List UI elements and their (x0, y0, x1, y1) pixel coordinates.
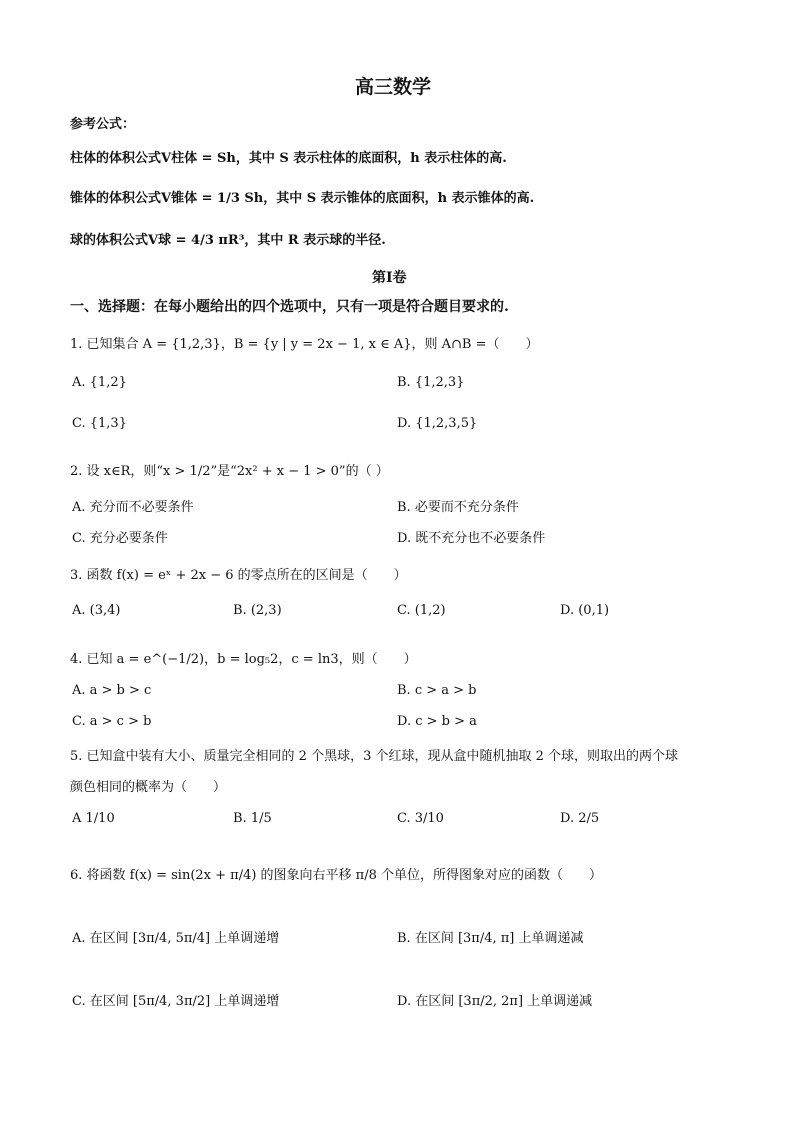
question-6-option-a[interactable]: A. 在区间 [3π/4, 5π/4] 上单调递增 (72, 931, 280, 946)
question-4-stem: 4. 已知 a = e^(−1/2)，b = log₅2，c = ln3，则（ ） (70, 652, 417, 667)
volume-heading: 第Ⅰ卷 (372, 270, 407, 286)
question-1-option-d[interactable]: D. {1,2,3,5} (397, 416, 478, 431)
formula-cone: 锥体的体积公式V锥体 = 1/3 Sh，其中 S 表示锥体的底面积，h 表示锥体的高. (70, 191, 535, 206)
section-heading: 一、选择题：在每小题给出的四个选项中，只有一项是符合题目要求的. (70, 299, 509, 315)
question-2-option-b[interactable]: B. 必要而不充分条件 (397, 500, 519, 515)
question-6-option-d[interactable]: D. 在区间 [3π/2, 2π] 上单调递减 (397, 994, 593, 1009)
formula-cylinder: 柱体的体积公式V柱体 = Sh，其中 S 表示柱体的底面积，h 表示柱体的高. (70, 151, 507, 166)
question-2-option-d[interactable]: D. 既不充分也不必要条件 (397, 531, 546, 546)
question-4-option-c[interactable]: C. a > c > b (72, 714, 152, 729)
question-5-stem-continued: 颜色相同的概率为（ ） (70, 780, 227, 795)
formulas-heading: 参考公式： (70, 117, 136, 132)
question-5-option-a[interactable]: A 1/10 (72, 811, 115, 826)
question-4-option-b[interactable]: B. c > a > b (397, 683, 477, 698)
question-1-option-a[interactable]: A. {1,2} (72, 375, 127, 390)
question-1-stem: 1. 已知集合 A = {1,2,3}，B = {y | y = 2x − 1, x ∈ A}，则 A∩B =（ ） (70, 337, 539, 352)
question-5-option-c[interactable]: C. 3/10 (397, 811, 444, 826)
formula-sphere: 球的体积公式V球 = 4/3 πR³，其中 R 表示球的半径. (70, 233, 386, 248)
question-3-option-a[interactable]: A. (3,4) (72, 603, 121, 618)
question-6-stem: 6. 将函数 f(x) = sin(2x + π/4) 的图象向右平移 π/8 个单位，所得图象对应的函数（ ） (70, 868, 603, 883)
question-1-option-c[interactable]: C. {1,3} (72, 416, 127, 431)
question-2-stem: 2. 设 x∈R，则“x > 1/2”是“2x² + x − 1 > 0”的（ ） (70, 464, 389, 479)
question-5-option-d[interactable]: D. 2/5 (560, 811, 600, 826)
question-3-option-b[interactable]: B. (2,3) (233, 603, 282, 618)
question-2-option-a[interactable]: A. 充分而不必要条件 (72, 500, 194, 515)
question-3-stem: 3. 函数 f(x) = eˣ + 2x − 6 的零点所在的区间是（ ） (70, 568, 407, 583)
question-2-option-c[interactable]: C. 充分必要条件 (72, 531, 168, 546)
question-6-option-b[interactable]: B. 在区间 [3π/4, π] 上单调递减 (397, 931, 584, 946)
question-5-stem: 5. 已知盒中装有大小、质量完全相同的 2 个黑球，3 个红球，现从盒中随机抽取 2 个球，则取出的两个球 (70, 749, 679, 764)
question-4-option-a[interactable]: A. a > b > c (72, 683, 152, 698)
question-3-option-d[interactable]: D. (0,1) (560, 603, 610, 618)
question-1-option-b[interactable]: B. {1,2,3} (397, 375, 465, 390)
question-6-option-c[interactable]: C. 在区间 [5π/4, 3π/2] 上单调递增 (72, 994, 280, 1009)
question-5-option-b[interactable]: B. 1/5 (233, 811, 272, 826)
page-title: 高三数学 (355, 76, 432, 98)
question-4-option-d[interactable]: D. c > b > a (397, 714, 477, 729)
question-3-option-c[interactable]: C. (1,2) (397, 603, 446, 618)
